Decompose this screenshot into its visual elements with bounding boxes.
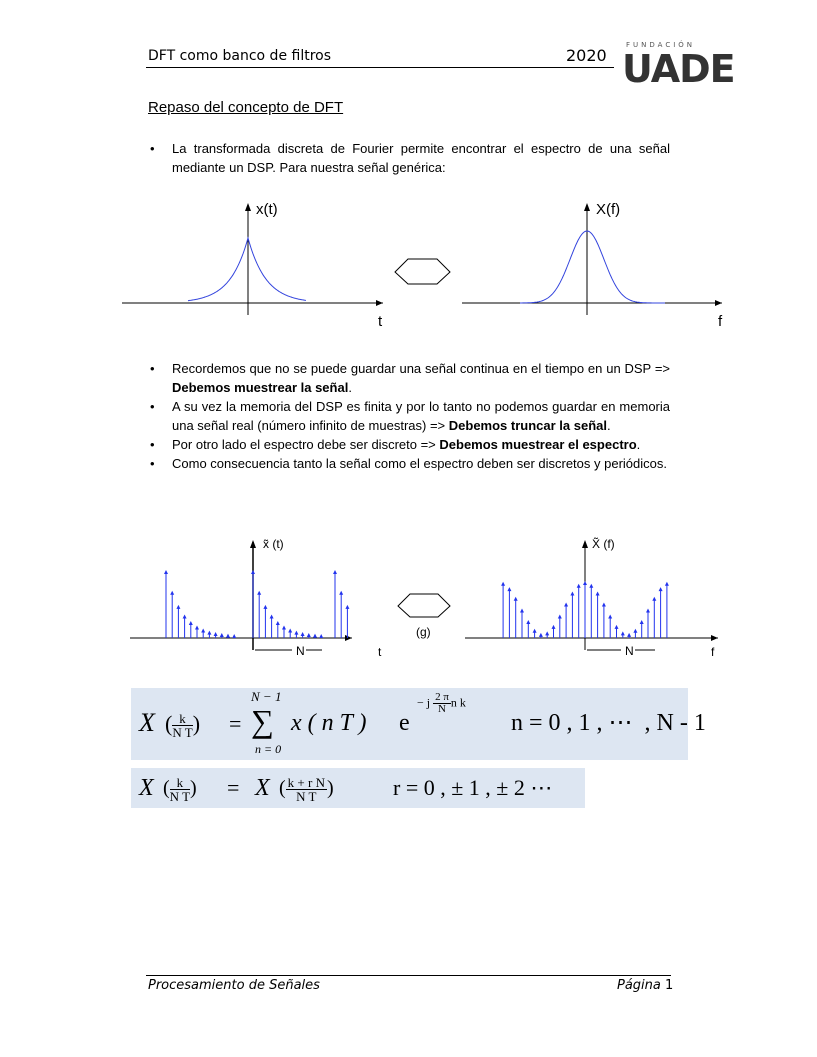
- period-label: N: [296, 644, 305, 658]
- freq-sample-arrow: [652, 597, 656, 601]
- exp-den: N: [438, 703, 446, 715]
- exp-base: e: [399, 710, 410, 736]
- freq-sample-arrow: [564, 602, 568, 606]
- freq-sample-arrow: [558, 614, 562, 618]
- formula-X: X: [139, 775, 154, 801]
- exp-num: 2 π: [435, 691, 449, 703]
- equals: =: [229, 711, 242, 736]
- freq-sample-arrow: [583, 581, 587, 585]
- frac-den: N T: [169, 788, 191, 804]
- f-axis-arrow: [711, 635, 718, 641]
- xf-label: X̃ (f): [592, 537, 615, 551]
- time-sample-arrow: [301, 632, 305, 636]
- freq-sample-arrow: [665, 582, 669, 586]
- bullet-bold: Debemos muestrear el espectro: [439, 437, 637, 452]
- time-sample-arrow: [220, 633, 224, 637]
- bullet-list: [172, 359, 670, 473]
- freq-sample-arrow: [526, 620, 530, 624]
- time-sample-arrow: [339, 591, 343, 595]
- time-sample-arrow: [345, 605, 349, 609]
- bullet-5: [172, 454, 670, 473]
- time-sample-arrow: [319, 634, 323, 638]
- time-sample-arrow: [214, 632, 218, 636]
- freq-sample-arrow: [589, 584, 593, 588]
- freq-sample-arrow: [608, 614, 612, 618]
- freq-sample-arrow: [507, 587, 511, 591]
- time-sample-arrow: [195, 625, 199, 629]
- freq-sample-arrow: [615, 625, 619, 629]
- period-label-f: N: [625, 644, 634, 658]
- transform-pair-icon: [398, 594, 450, 617]
- time-sample-arrow: [288, 629, 292, 633]
- freq-sample-arrow: [545, 631, 549, 635]
- xf-curve: [520, 231, 665, 303]
- footer-page-label: Página: [617, 978, 661, 993]
- time-sample-arrow: [201, 629, 205, 633]
- f-axis-arrow: [715, 300, 722, 306]
- bullet-text: Recordemos que no se puede guardar una señal continua en el tiempo en un DSP =>: [172, 361, 670, 376]
- freq-sample-arrow: [627, 633, 631, 637]
- xt-curve: [188, 238, 306, 301]
- time-sample-arrow: [183, 614, 187, 618]
- dft-formula: X ( $\frac{k}{\text{N T}}$ ) = N − 1 ∑ n = 0 x ( n T ) e − j $\frac{2 \pi}{N}$ n k n = 0 , 1 , ⋯ , N - 1: [131, 688, 688, 760]
- freq-sample-arrow: [501, 582, 505, 586]
- time-sample-arrow: [270, 614, 274, 618]
- sum-term: x ( n T ): [291, 710, 367, 736]
- xt-label: x̃ (t): [263, 537, 284, 551]
- freq-sample-arrow: [621, 631, 625, 635]
- freq-sample-arrow: [577, 584, 581, 588]
- freq-sample-arrow: [640, 620, 644, 624]
- bullet-after: .: [636, 437, 641, 452]
- xf-label: X(f): [596, 201, 621, 218]
- xt-axis-arrow: [245, 203, 251, 211]
- f-label: f: [711, 645, 715, 659]
- sum-symbol: ∑: [251, 703, 274, 739]
- bullet-text: Como consecuencia tanto la señal como el espectro deben ser discretos y periódicos.: [172, 456, 667, 471]
- logo-top: FUNDACIÓN: [626, 41, 696, 49]
- r-range: r = 0 , ± 1 , ± 2 ⋯: [393, 775, 553, 800]
- header-title: DFT como banco de filtros: [148, 48, 332, 64]
- t-label: t: [378, 645, 382, 659]
- figure-discrete: [0, 530, 817, 665]
- frac-den: N T: [172, 725, 193, 741]
- time-sample-arrow: [263, 605, 267, 609]
- bullet-text: Por otro lado el espectro debe ser discreto =>: [172, 437, 440, 452]
- t-axis-arrow: [376, 300, 383, 306]
- freq-sample-arrow: [533, 629, 537, 633]
- xf-axis-arrow: [584, 203, 590, 211]
- header-year: 2020: [566, 46, 607, 65]
- bullet-bold: Debemos muestrear la señal: [172, 380, 349, 395]
- time-sample-arrow: [313, 634, 317, 638]
- transform-label: (g): [416, 625, 431, 639]
- sum-lower: n = 0: [255, 742, 282, 756]
- freq-sample-arrow: [633, 629, 637, 633]
- freq-sample-arrow: [596, 591, 600, 595]
- bullet-2: [172, 359, 670, 397]
- uade-logo: UADE: [622, 47, 735, 91]
- section-title: Repaso del concepto de DFT: [148, 99, 344, 116]
- bullet-bold: Debemos truncar la señal: [448, 418, 607, 433]
- freq-sample-arrow: [520, 609, 524, 613]
- footer-left: Procesamiento de Señales: [148, 978, 320, 993]
- time-sample-arrow: [333, 570, 337, 574]
- time-sample-arrow: [176, 605, 180, 609]
- time-sample-arrow: [282, 625, 286, 629]
- time-sample-arrow: [251, 570, 255, 574]
- bullet-text: A su vez la memoria del DSP es finita y por lo tanto no podemos guardar en memoria una señal real (número infinito de muestras) =>: [172, 399, 670, 433]
- footer-rule: [146, 975, 671, 976]
- time-sample-arrow: [276, 621, 280, 625]
- freq-sample-arrow: [514, 597, 518, 601]
- frac-num: k + r N: [287, 774, 325, 790]
- exp-post: n k: [450, 695, 466, 710]
- sum-upper: N − 1: [251, 689, 282, 704]
- formula-X: X: [139, 708, 155, 737]
- time-sample-arrow: [257, 591, 261, 595]
- xt-label: x(t): [256, 201, 278, 218]
- time-sample-arrow: [207, 631, 211, 635]
- frac-den: N T: [296, 788, 317, 804]
- freq-sample-arrow: [570, 591, 574, 595]
- freq-sample-arrow: [552, 625, 556, 629]
- freq-sample-arrow: [646, 609, 650, 613]
- f-label: f: [718, 313, 723, 330]
- time-sample-arrow: [170, 591, 174, 595]
- bullet-text: La transformada discreta de Fourier permite encontrar el espectro de una señal mediante un DSP. Para nuestra señal genérica:: [172, 141, 670, 175]
- time-sample-arrow: [189, 621, 193, 625]
- bullet-3: [172, 397, 670, 435]
- xt-axis-arrow: [250, 540, 256, 548]
- bullet-after: .: [607, 418, 611, 433]
- footer-page-num: 1: [665, 978, 674, 993]
- figure-continuous: [0, 195, 817, 335]
- exp-pre: − j: [417, 695, 431, 710]
- time-sample-arrow: [307, 633, 311, 637]
- equals: =: [227, 775, 240, 800]
- frac-num: k: [172, 712, 192, 726]
- freq-sample-arrow: [539, 633, 543, 637]
- n-range: n = 0 , 1 , ⋯ , N - 1: [511, 710, 706, 736]
- time-sample-arrow: [164, 570, 168, 574]
- bullet-4: [172, 435, 670, 454]
- freq-sample-arrow: [602, 602, 606, 606]
- t-axis-arrow: [345, 635, 352, 641]
- bullet-after: .: [348, 380, 352, 395]
- bullet-1: [172, 139, 670, 177]
- freq-sample-arrow: [659, 587, 663, 591]
- transform-pair-icon: [395, 259, 450, 284]
- t-label: t: [378, 313, 383, 330]
- header-rule: [146, 67, 614, 68]
- time-sample-arrow: [294, 631, 298, 635]
- periodicity-formula: X ( $\frac{k}{\text{N T}}$ ) = X ( $\frac{\text{k + r N}}{\text{N T}}$ ) r = 0 , ± 1 , ± 2 ⋯: [131, 768, 585, 808]
- time-sample-arrow: [226, 634, 230, 638]
- time-sample-arrow: [232, 634, 236, 638]
- xf-axis-arrow: [582, 540, 588, 548]
- frac-num: k: [170, 776, 190, 790]
- formula-X2: X: [255, 775, 270, 801]
